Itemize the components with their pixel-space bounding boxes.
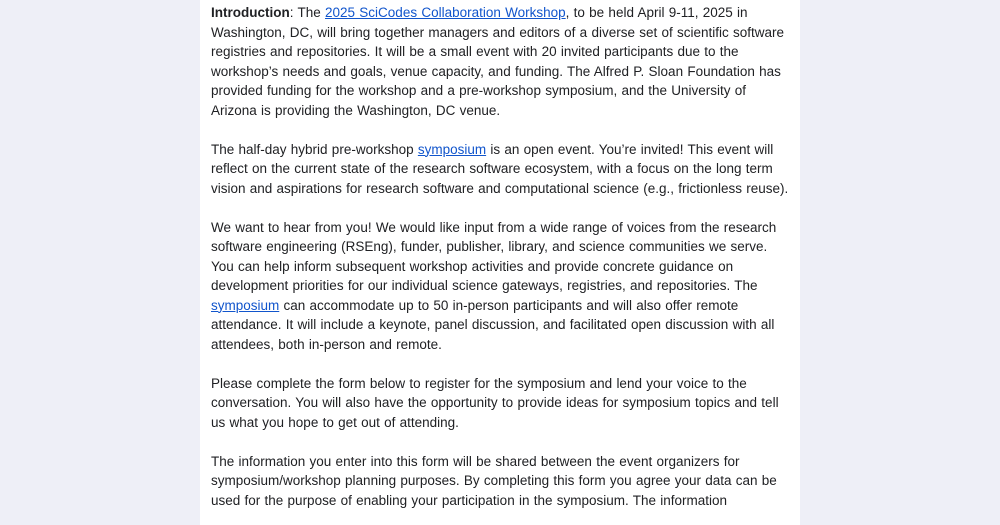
paragraph [211, 140, 789, 199]
paragraph [211, 3, 789, 120]
paragraph [211, 452, 789, 511]
text-run: can accommodate up to 50 in-person participants and will also offer remote attendance. It will include a keynote, panel discussion, and facilitated open discussion with all attendees, both in-person and remote. [211, 297, 775, 352]
form-description-card [200, 0, 800, 525]
bold-text-run: Introduction [211, 5, 290, 20]
text-run: The half-day hybrid pre-workshop [211, 141, 418, 157]
inline-link[interactable]: symposium [211, 297, 280, 313]
text-run: , to be held April 9-11, 2025 in Washington, DC, will bring together managers and editors of a diverse set of scientific software registries and repositories. It will be a small event with 20 invited participants due to the workshop’s needs and goals, venue capacity, and funding. The Alfred P. Sloan Foundation has provided funding for the workshop and a pre-workshop symposium, and the University of Arizona is providing the Washington, DC venue. [211, 5, 785, 118]
text-run: The information you enter into this form will be shared between the event organizers for symposium/workshop planning purposes. By completing this form you agree your data can be used for the purpose of enabling your participation in the symposium. The information [211, 453, 777, 508]
text-run: We want to hear from you! We would like input from a wide range of voices from the research software engineering (RSEng), funder, publisher, library, and science communities we serve. You can help inform subsequent workshop activities and provide concrete guidance on development priorities for our individual science gateways, registries, and repositories. The [211, 219, 777, 293]
inline-link[interactable]: 2025 SciCodes Collaboration Workshop [325, 5, 566, 20]
paragraph [211, 374, 789, 433]
form-description-paragraphs [211, 3, 789, 510]
inline-link[interactable]: symposium [417, 141, 487, 157]
text-run: : The [289, 5, 326, 20]
text-run: Please complete the form below to register for the symposium and lend your voice to the conversation. You will also have the opportunity to provide ideas for symposium topics and tell us what you hope to get out of attending. [211, 375, 779, 430]
text-run: is an open event. You’re invited! This event will reflect on the current state of the research software ecosystem, with a focus on the long term vision and aspirations for research software and computational science (e.g., frictionless reuse). [211, 141, 789, 196]
paragraph [211, 218, 789, 355]
